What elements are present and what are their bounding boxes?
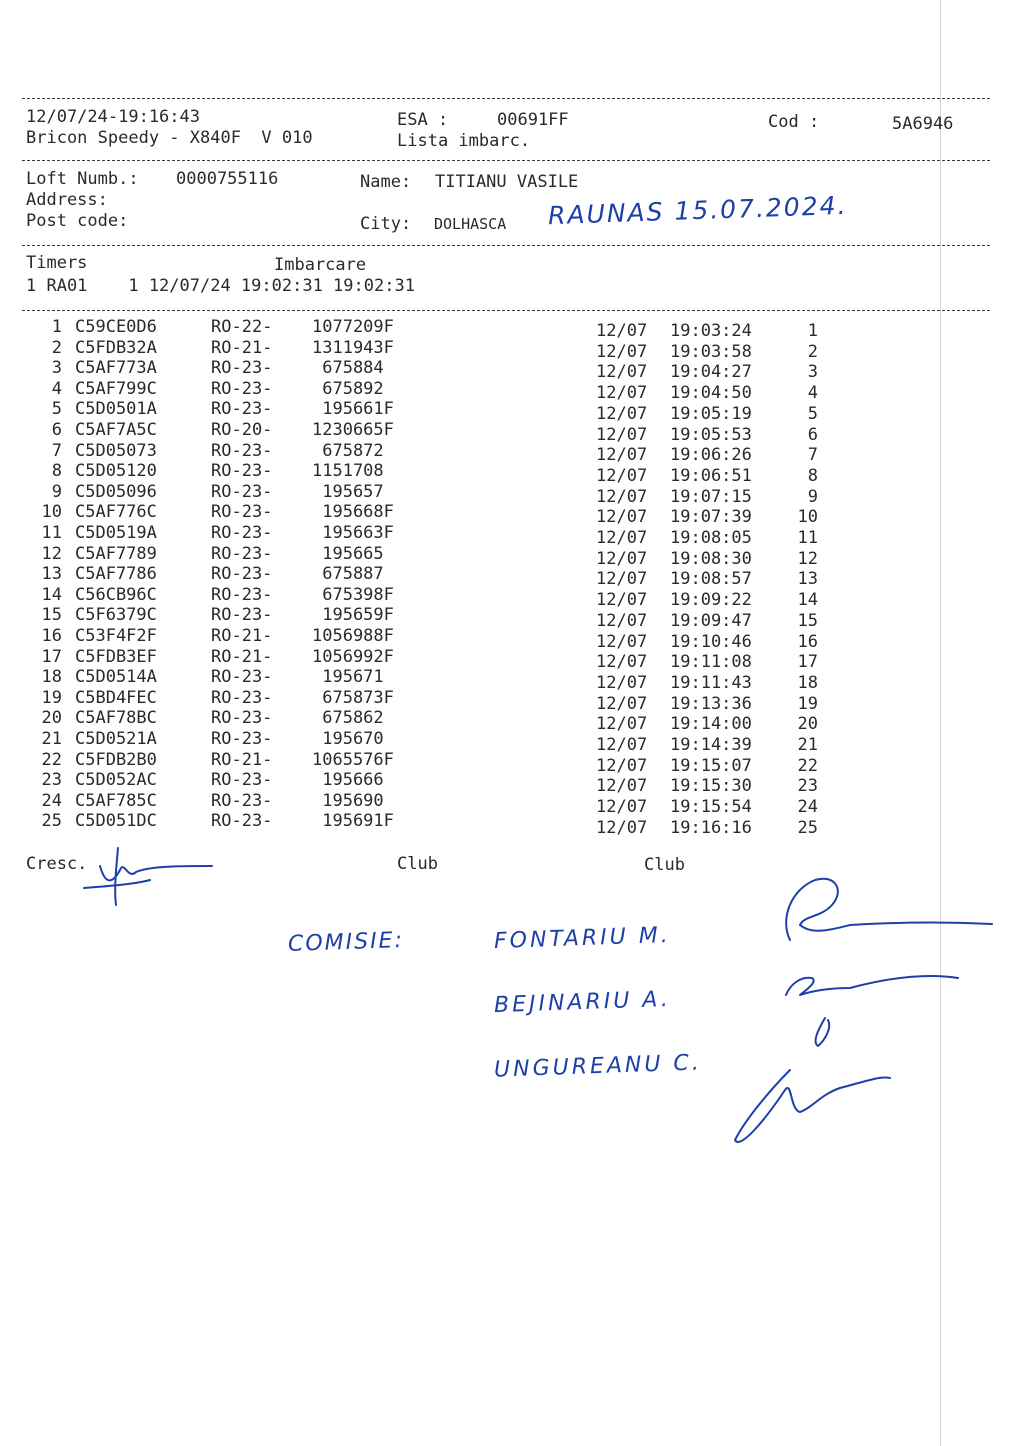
bird-arrival-date: 12/07 [596, 445, 648, 466]
handwritten-location-date: RAUNAS 15.07.2024. [547, 190, 848, 231]
bird-ring-number: 1056988F [312, 626, 394, 646]
bird-ring-number: 195691F [312, 811, 394, 832]
bird-ring-number: 195670 [312, 729, 384, 749]
bird-index: 15 [41, 605, 62, 626]
bird-arrival-time: 19:07:15 [670, 486, 752, 507]
bird-order: 17 [797, 652, 818, 673]
bird-arrival-time: 19:13:36 [670, 693, 752, 714]
loft-number: 0000755116 [176, 169, 279, 189]
bird-index: 9 [51, 481, 62, 502]
bird-chip-id: C5D052AC [75, 770, 157, 791]
esa-label: ESA : [397, 110, 449, 130]
bird-arrival-date: 12/07 [596, 486, 648, 507]
bird-index: 18 [41, 667, 62, 688]
bird-arrival-date: 12/07 [596, 735, 648, 755]
bird-order: 13 [797, 569, 818, 590]
bird-arrival-date: 12/07 [596, 548, 648, 569]
bird-chip-id: C5AF7789 [75, 543, 157, 564]
bird-order: 7 [807, 445, 818, 466]
bird-chip-id: C5FDB2B0 [75, 749, 157, 770]
bird-ring-number: 195661F [312, 399, 394, 420]
bird-chip-id: C5D05120 [75, 461, 157, 482]
bird-chip-id: C56CB96C [75, 584, 157, 605]
bird-index: 23 [41, 770, 62, 791]
esa-value: 00691FF [497, 110, 569, 130]
bird-chip-id: C5D0501A [75, 399, 157, 420]
bird-ring-prefix: RO-23- [211, 605, 273, 626]
print-datetime: 12/07/24-19:16:43 [26, 107, 200, 127]
bird-index: 8 [51, 461, 62, 482]
bird-ring-number: 195657 [312, 481, 384, 502]
bird-arrival-time: 19:05:53 [670, 424, 752, 445]
bird-order: 16 [797, 631, 818, 652]
bird-arrival-date: 12/07 [596, 652, 648, 673]
bird-arrival-time: 19:14:00 [670, 714, 752, 735]
bird-index: 24 [41, 790, 62, 811]
bird-ring-prefix: RO-23- [211, 729, 273, 749]
bird-arrival-time: 19:03:24 [670, 321, 752, 341]
name-label: Name: [360, 172, 412, 192]
bird-index: 14 [41, 584, 62, 605]
bird-arrival-time: 19:06:26 [670, 445, 752, 466]
commission-signature-3 [735, 1018, 890, 1142]
bird-index: 19 [41, 687, 62, 708]
bird-arrival-time: 19:11:08 [670, 652, 752, 673]
bird-ring-prefix: RO-23- [211, 358, 273, 379]
bird-ring-prefix: RO-21- [211, 626, 273, 646]
bird-arrival-time: 19:03:58 [670, 341, 752, 362]
bird-arrival-time: 19:09:47 [670, 610, 752, 631]
bird-chip-id: C5AF7786 [75, 564, 157, 585]
bird-index: 5 [51, 399, 62, 420]
bird-order: 9 [807, 486, 818, 507]
bird-ring-prefix: RO-23- [211, 770, 273, 791]
bird-order: 22 [797, 755, 818, 776]
bird-arrival-date: 12/07 [596, 610, 648, 631]
loft-label: Loft Numb.: [26, 169, 139, 189]
bird-arrival-date: 12/07 [596, 693, 648, 714]
bird-arrival-time: 19:15:54 [670, 797, 752, 818]
bird-ring-prefix: RO-23- [211, 543, 273, 564]
bird-arrival-date: 12/07 [596, 507, 648, 528]
bird-chip-id: C5FDB32A [75, 337, 157, 358]
bird-arrival-time: 19:11:43 [670, 672, 752, 693]
bird-ring-number: 1065576F [312, 749, 394, 770]
bird-ring-number: 1311943F [312, 337, 394, 358]
bird-order: 1 [807, 321, 818, 341]
bird-chip-id: C5D0521A [75, 729, 157, 749]
bird-ring-number: 195659F [312, 605, 394, 626]
bird-ring-number: 675892 [312, 378, 384, 399]
bird-ring-number: 1151708 [312, 461, 384, 482]
bird-ring-prefix: RO-23- [211, 440, 273, 461]
bird-arrival-time: 19:05:19 [670, 403, 752, 424]
bird-arrival-time: 19:06:51 [670, 465, 752, 486]
bird-chip-id: C5BD4FEC [75, 687, 157, 708]
bird-arrival-date: 12/07 [596, 631, 648, 652]
bird-order: 8 [807, 465, 818, 486]
bird-ring-number: 195671 [312, 667, 384, 688]
bird-ring-number: 675872 [312, 440, 384, 461]
bird-ring-prefix: RO-21- [211, 749, 273, 770]
imbarcare-label: Imbarcare [274, 255, 367, 275]
bird-arrival-date: 12/07 [596, 714, 648, 735]
bird-order: 15 [797, 610, 818, 631]
bird-arrival-time: 19:08:57 [670, 569, 752, 590]
bird-index: 3 [51, 358, 62, 379]
commission-member-1: FONTARIU M. [493, 922, 672, 955]
bird-ring-number: 195668F [312, 502, 394, 523]
bird-index: 25 [41, 811, 62, 832]
bird-chip-id: C5AF776C [75, 502, 157, 523]
bird-arrival-time: 19:04:50 [670, 383, 752, 404]
commission-member-2: BEJINARIU A. [493, 986, 672, 1019]
bird-arrival-time: 19:14:39 [670, 735, 752, 755]
bird-ring-prefix: RO-20- [211, 420, 273, 440]
bird-ring-prefix: RO-23- [211, 481, 273, 502]
commission-label: COMISIE: [287, 927, 405, 958]
bird-arrival-date: 12/07 [596, 776, 648, 797]
owner-name: TITIANU VASILE [435, 172, 579, 192]
bird-ring-prefix: RO-21- [211, 337, 273, 358]
bird-arrival-date: 12/07 [596, 797, 648, 818]
bird-index: 7 [51, 440, 62, 461]
bird-index: 12 [41, 543, 62, 564]
bird-chip-id: C5AF785C [75, 790, 157, 811]
address-label: Address: [26, 190, 108, 210]
bird-arrival-date: 12/07 [596, 403, 648, 424]
bird-ring-number: 675884 [312, 358, 384, 379]
bird-chip-id: C5D051DC [75, 811, 157, 832]
bird-arrival-date: 12/07 [596, 672, 648, 693]
bird-arrival-date: 12/07 [596, 362, 648, 383]
bird-arrival-date: 12/07 [596, 424, 648, 445]
bird-ring-number: 195690 [312, 790, 384, 811]
bird-order: 12 [797, 548, 818, 569]
club-label-2: Club [644, 855, 685, 875]
bird-arrival-time: 19:08:30 [670, 548, 752, 569]
bird-chip-id: C53F4F2F [75, 626, 157, 646]
bird-arrival-date: 12/07 [596, 755, 648, 776]
cod-label: Cod : [768, 112, 820, 132]
bird-order: 11 [797, 528, 818, 548]
bird-ring-number: 195665 [312, 543, 384, 564]
breeder-signature [84, 848, 212, 905]
bird-index: 11 [41, 523, 62, 543]
commission-member-3: UNGUREANU C. [493, 1050, 703, 1083]
bird-ring-prefix: RO-23- [211, 564, 273, 585]
bird-ring-number: 1077209F [312, 317, 394, 337]
bird-chip-id: C5FDB3EF [75, 646, 157, 667]
bird-index: 4 [51, 378, 62, 399]
bird-ring-number: 675873F [312, 687, 394, 708]
device-info: Bricon Speedy - X840F V 010 [26, 128, 313, 148]
bird-index: 1 [51, 317, 62, 337]
bird-ring-number: 675862 [312, 708, 384, 729]
bird-order: 18 [797, 672, 818, 693]
bird-order: 3 [807, 362, 818, 383]
bird-ring-prefix: RO-22- [211, 317, 273, 337]
city-label: City: [360, 214, 412, 234]
bird-arrival-date: 12/07 [596, 341, 648, 362]
cresc-label: Cresc. [26, 854, 88, 874]
bird-chip-id: C5AF7A5C [75, 420, 157, 440]
bird-order: 4 [807, 383, 818, 404]
bird-ring-number: 1056992F [312, 646, 394, 667]
bird-arrival-date: 12/07 [596, 590, 648, 611]
commission-signature-1 [786, 879, 992, 940]
bird-ring-prefix: RO-23- [211, 687, 273, 708]
timers-label: Timers [26, 253, 88, 273]
bird-order: 25 [797, 817, 818, 838]
bird-ring-number: 195663F [312, 523, 394, 543]
bird-order: 23 [797, 776, 818, 797]
bird-arrival-date: 12/07 [596, 465, 648, 486]
list-title: Lista imbarc. [397, 131, 531, 151]
bird-arrival-time: 19:04:27 [670, 362, 752, 383]
bird-chip-id: C5D0514A [75, 667, 157, 688]
bird-arrival-time: 19:15:30 [670, 776, 752, 797]
club-label-1: Club [397, 854, 438, 874]
bird-ring-prefix: RO-23- [211, 708, 273, 729]
bird-arrival-date: 12/07 [596, 528, 648, 548]
cod-value: 5A6946 [892, 114, 954, 134]
bird-ring-number: 1230665F [312, 420, 394, 440]
bird-arrival-date: 12/07 [596, 569, 648, 590]
commission-signature-2 [786, 976, 958, 995]
bird-index: 6 [51, 420, 62, 440]
bird-chip-id: C5D05073 [75, 440, 157, 461]
bird-chip-id: C5D0519A [75, 523, 157, 543]
bird-arrival-date: 12/07 [596, 817, 648, 838]
bird-order: 20 [797, 714, 818, 735]
bird-chip-id: C5AF773A [75, 358, 157, 379]
bird-arrival-time: 19:10:46 [670, 631, 752, 652]
bird-ring-prefix: RO-23- [211, 584, 273, 605]
bird-order: 10 [797, 507, 818, 528]
bird-ring-number: 675887 [312, 564, 384, 585]
city-value: DOLHASCA [434, 215, 507, 233]
bird-index: 22 [41, 749, 62, 770]
bird-ring-prefix: RO-23- [211, 523, 273, 543]
bird-arrival-time: 19:15:07 [670, 755, 752, 776]
timer-line: 1 RA01 1 12/07/24 19:02:31 19:02:31 [26, 276, 415, 296]
bird-order: 5 [807, 403, 818, 424]
bird-order: 14 [797, 590, 818, 611]
bird-ring-prefix: RO-23- [211, 811, 273, 832]
bird-chip-id: C5AF78BC [75, 708, 157, 729]
bird-ring-prefix: RO-21- [211, 646, 273, 667]
bird-arrival-time: 19:09:22 [670, 590, 752, 611]
bird-ring-prefix: RO-23- [211, 399, 273, 420]
bird-chip-id: C5D05096 [75, 481, 157, 502]
bird-arrival-date: 12/07 [596, 321, 648, 341]
bird-arrival-date: 12/07 [596, 383, 648, 404]
bird-ring-prefix: RO-23- [211, 502, 273, 523]
postcode-label: Post code: [26, 211, 129, 231]
bird-index: 10 [41, 502, 62, 523]
bird-chip-id: C5F6379C [75, 605, 157, 626]
bird-arrival-time: 19:07:39 [670, 507, 752, 528]
bird-ring-number: 195666 [312, 770, 384, 791]
bird-chip-id: C5AF799C [75, 378, 157, 399]
bird-order: 6 [807, 424, 818, 445]
bird-index: 2 [51, 337, 62, 358]
bird-ring-prefix: RO-23- [211, 461, 273, 482]
bird-index: 17 [41, 646, 62, 667]
bird-chip-id: C59CE0D6 [75, 317, 157, 337]
bird-ring-number: 675398F [312, 584, 394, 605]
bird-arrival-time: 19:08:05 [670, 528, 752, 548]
bird-index: 13 [41, 564, 62, 585]
bird-order: 24 [797, 797, 818, 818]
bird-order: 19 [797, 693, 818, 714]
bird-index: 20 [41, 708, 62, 729]
bird-order: 21 [797, 735, 818, 755]
bird-ring-prefix: RO-23- [211, 667, 273, 688]
bird-ring-prefix: RO-23- [211, 378, 273, 399]
bird-index: 16 [41, 626, 62, 646]
bird-index: 21 [41, 729, 62, 749]
bird-arrival-time: 19:16:16 [670, 817, 752, 838]
bird-order: 2 [807, 341, 818, 362]
bird-ring-prefix: RO-23- [211, 790, 273, 811]
